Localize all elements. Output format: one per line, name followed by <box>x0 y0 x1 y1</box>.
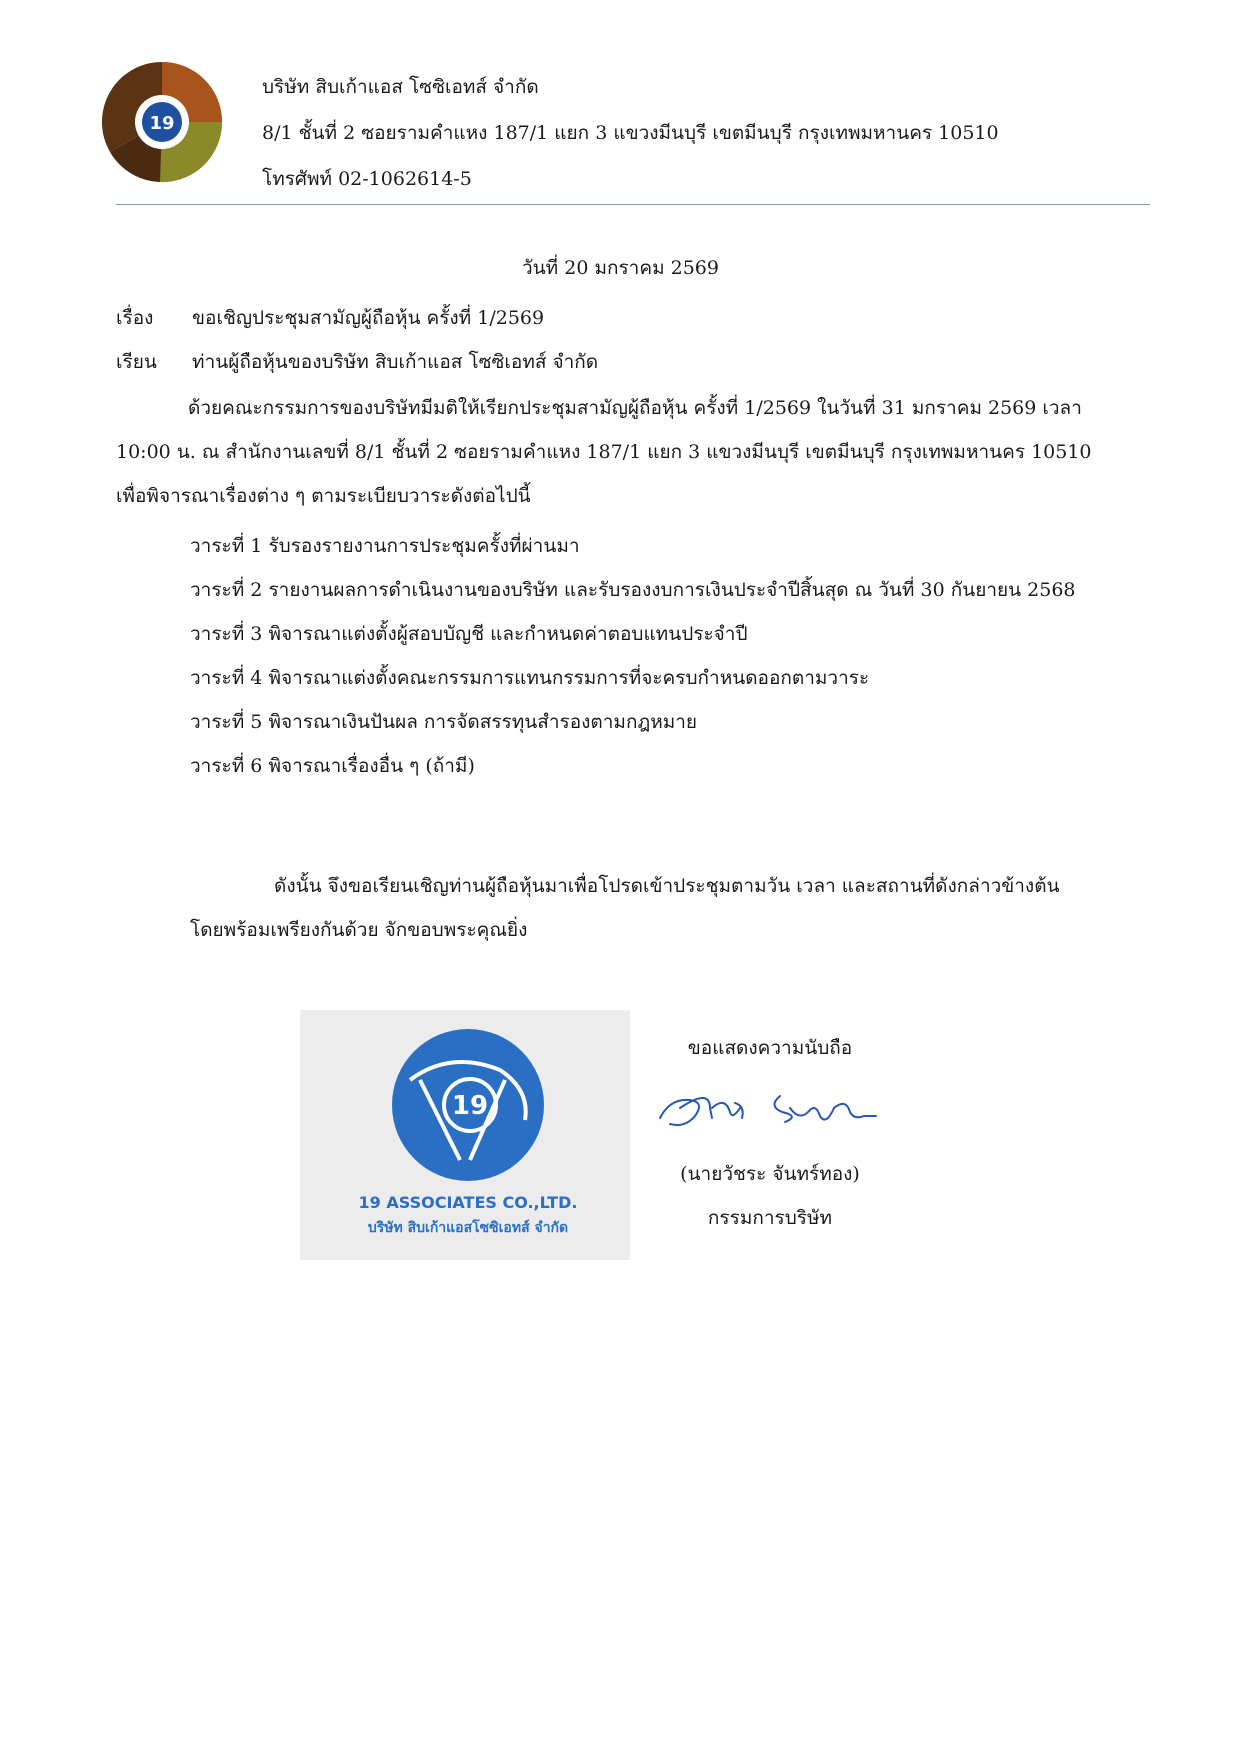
signer-name: (นายวัชระ จันทร์ทอง) <box>680 1163 860 1185</box>
company-address: 8/1 ชั้นที่ 2 ซอยรามคำแหง 187/1 แยก 3 แขวงมีนบุรี เขตมีนบุรี กรุงเทพมหานคร 10510 <box>262 122 999 144</box>
recipient-text: ท่านผู้ถือหุ้นของบริษัท สิบเก้าแอส โซซิเอทส์ จำกัด <box>192 351 599 373</box>
agenda-item: วาระที่ 2 รายงานผลการดำเนินงานของบริษัท และรับรองงบการเงินประจำปีสิ้นสุด ณ วันที่ 30 กันยายน 2568 <box>190 579 1076 601</box>
agenda-item: วาระที่ 4 พิจารณาแต่งตั้งคณะกรรมการแทนกรรมการที่จะครบกำหนดออกตามวาระ <box>190 667 870 689</box>
recipient-row <box>116 344 598 380</box>
regards-text: ขอแสดงความนับถือ <box>687 1037 853 1059</box>
handwritten-signature <box>650 1078 890 1138</box>
company-logo <box>100 60 224 184</box>
agenda-item: วาระที่ 3 พิจารณาแต่งตั้งผู้สอบบัญชี และกำหนดค่าตอบแทนประจำปี <box>190 623 748 645</box>
recipient-label: เรียน <box>116 351 157 373</box>
closing-line: โดยพร้อมเพรียงกันด้วย จักขอบพระคุณยิ่ง <box>190 919 528 941</box>
stamp-number: 19 <box>451 1091 489 1121</box>
company-name: บริษัท สิบเก้าแอส โซซิเอทส์ จำกัด <box>262 76 539 98</box>
closing-line: ดังนั้น จึงขอเรียนเชิญท่านผู้ถือหุ้นมาเพื่อโปรดเข้าประชุมตามวัน เวลา และสถานที่ดังกล่าวข้างต้น <box>274 875 1060 897</box>
intro-paragraph <box>116 386 1150 518</box>
company-logo-icon <box>100 60 224 184</box>
intro-line: 10:00 น. ณ สำนักงานเลขที่ 8/1 ชั้นที่ 2 ซอยรามคำแหง 187/1 แยก 3 แขวงมีนบุรี เขตมีนบุรี กรุงเทพมหานคร 10510 <box>116 441 1092 463</box>
letterhead-divider <box>116 204 1150 205</box>
agenda-item: วาระที่ 5 พิจารณาเงินปันผล การจัดสรรทุนสำรองตามกฎหมาย <box>190 711 698 733</box>
letter-date: วันที่ 20 มกราคม 2569 <box>522 257 719 279</box>
subject-label: เรื่อง <box>116 307 154 329</box>
logo-number: 19 <box>149 113 175 134</box>
signer-title: กรรมการบริษัท <box>707 1207 833 1229</box>
agenda-item: วาระที่ 1 รับรองรายงานการประชุมครั้งที่ผ่านมา <box>190 535 580 557</box>
company-stamp-icon <box>300 1010 630 1260</box>
closing-paragraph <box>190 864 1150 952</box>
intro-line: ด้วยคณะกรรมการของบริษัทมีมติให้เรียกประชุมสามัญผู้ถือหุ้น ครั้งที่ 1/2569 ในวันที่ 31 มกราคม 2569 เวลา <box>188 397 1082 419</box>
subject-text: ขอเชิญประชุมสามัญผู้ถือหุ้น ครั้งที่ 1/2569 <box>192 307 545 329</box>
agenda-item: วาระที่ 6 พิจารณาเรื่องอื่น ๆ (ถ้ามี) <box>190 755 475 777</box>
subject-row <box>116 300 544 336</box>
signature-block <box>640 1030 900 1240</box>
stamp-thai-name: บริษัท สิบเก้าแอสโซซิเอทส์ จำกัด <box>367 1220 569 1236</box>
letterhead-text <box>262 64 1162 202</box>
agenda-list <box>190 524 1150 788</box>
company-phone: โทรศัพท์ 02-1062614-5 <box>262 168 472 190</box>
intro-line: เพื่อพิจารณาเรื่องต่าง ๆ ตามระเบียบวาระดังต่อไปนี้ <box>116 485 531 507</box>
stamp-english-name: 19 ASSOCIATES CO.,LTD. <box>358 1193 578 1212</box>
company-stamp <box>300 1010 630 1260</box>
